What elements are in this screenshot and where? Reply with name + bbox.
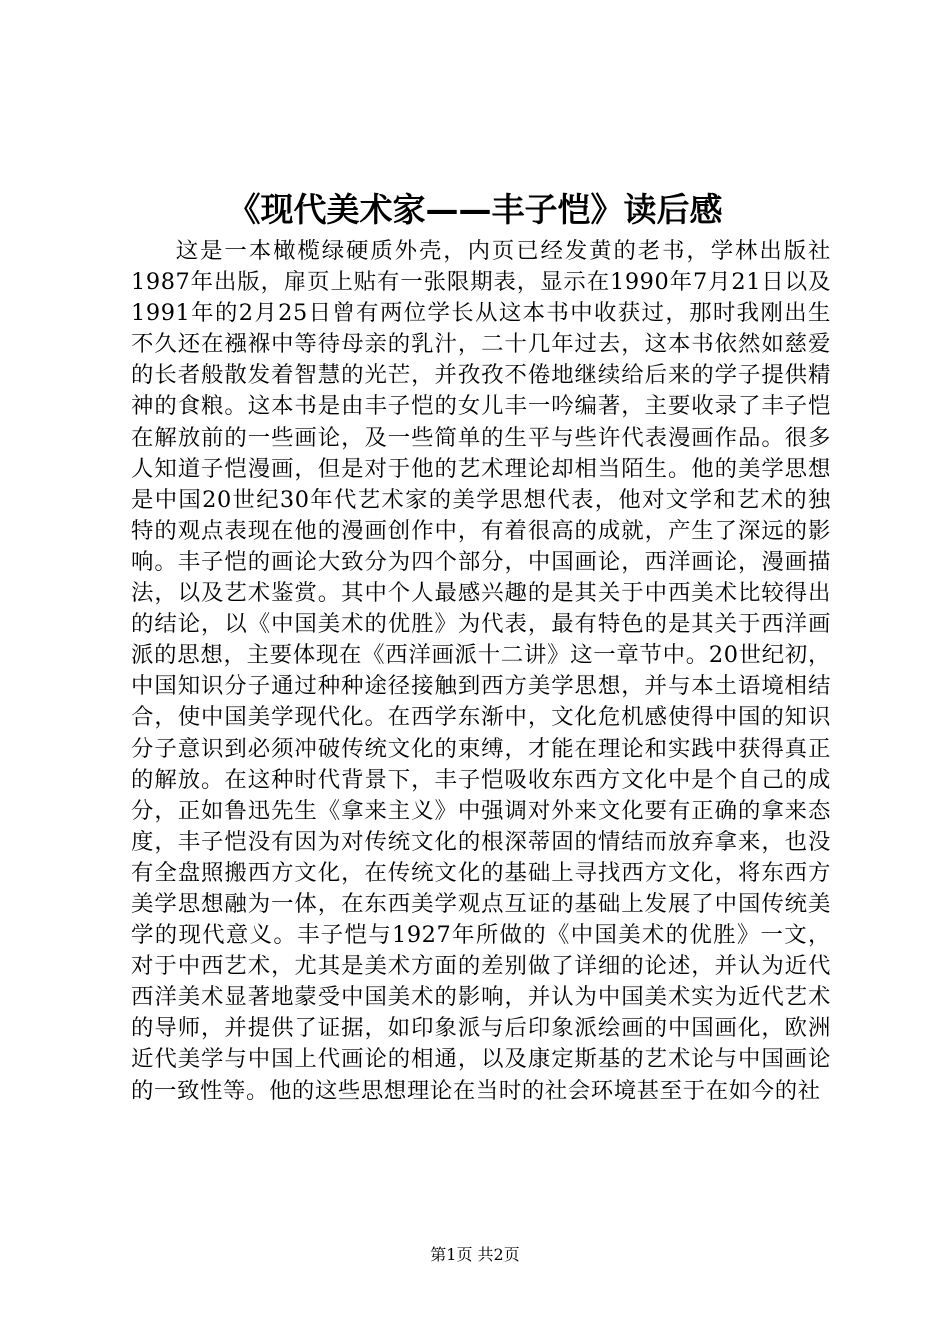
page-number-footer: 第1页 共2页 [430,1245,520,1264]
document-body-paragraph: 这是一本橄榄绿硬质外壳，内页已经发黄的老书，学林出版社1987年出版，扉页上贴有一张限期表，显示在1990年7月21日以及1991年的2月25日曾有两位学长从这本书中收获过，那时我刚出生不久还在襁褓中等待母亲的乳汁，二十几年过去，这本书依然如慈爱的长者般散发着智慧的光芒，并孜孜不倦地继续给后来的学子提供精神的食粮。这本书是由丰子恺的女儿丰一吟编著，主要收录了丰子恺在解放前的一些画论，及一些简单的生平与些许代表漫画作品。很多人知道子恺漫画，但是对于他的艺术理论却相当陌生。他的美学思想是中国20世纪30年代艺术家的美学思想代表，他对文学和艺术的独特的观点表现在他的漫画创作中，有着很高的成就，产生了深远的影响。丰子恺的画论大致分为四个部分，中国画论，西洋画论，漫画描法，以及艺术鉴赏。其中个人最感兴趣的是其关于中西美术比较得出的结论，以《中国美术的优胜》为代表，最有特色的是其关于西洋画派的思想，主要体现在《西洋画派十二讲》这一章节中。20世纪初，中国知识分子通过种种途径接触到西方美学思想，并与本土语境相结合，使中国美学现代化。在西学东渐中，文化危机感使得中国的知识分子意识到必须冲破传统文化的束缚，才能在理论和实践中获得真正的解放。在这种时代背景下，丰子恺吸收东西方文化中是个自己的成分，正如鲁迅先生《拿来主义》中强调对外来文化要有正确的拿来态度，丰子恺没有因为对传统文化的根深蒂固的情结而放弃拿来，也没有全盘照搬西方文化，在传统文化的基础上寻找西方文化，将东西方美学思想融为一体，在东西美学观点互证的基础上发展了中国传统美学的现代意义。丰子恺与1927年所做的《中国美术的优胜》一文，对于中西艺术，尤其是美术方面的差别做了详细的论述，并认为近代西洋美术显著地蒙受中国美术的影响，并认为中国美术实为近代艺术的导师，并提供了证据，如印象派与后印象派绘画的中国画化，欧洲近代美学与中国上代画论的相通，以及康定斯基的艺术论与中国画论的一致性等。他的这些思想理论在当时的社会环境甚至于在如今的社 [131,238,831,1104]
document-title: 《现代美术家——丰子恺》读后感 [227,190,723,229]
